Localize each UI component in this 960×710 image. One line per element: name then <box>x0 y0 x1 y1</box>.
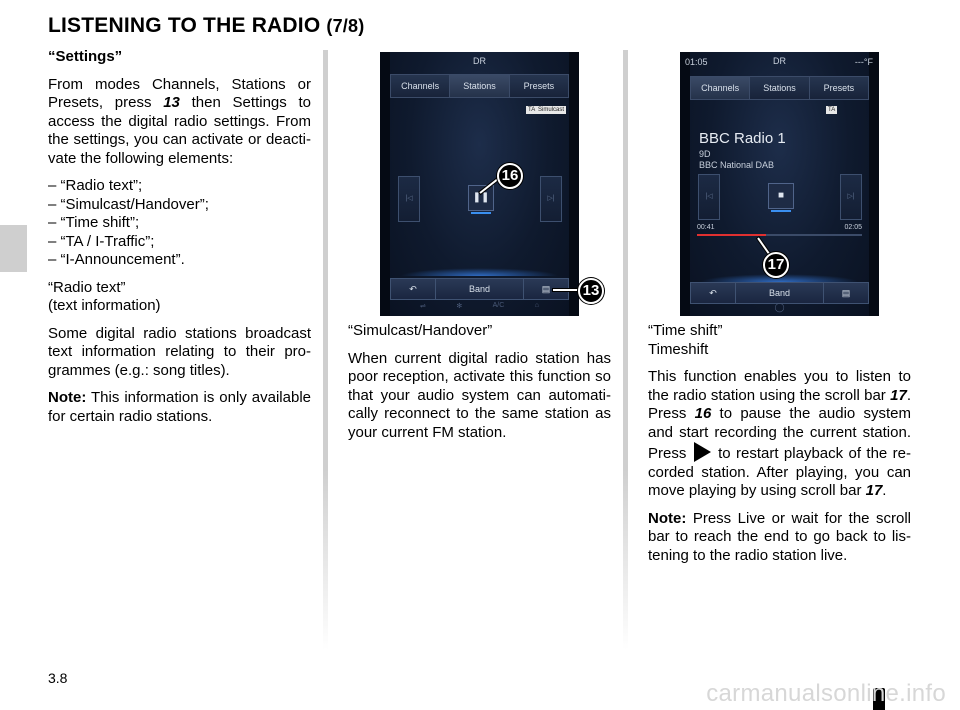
list-item: – “Simulcast/Handover”; <box>48 195 209 213</box>
back-icon[interactable]: ↶ <box>691 283 736 303</box>
callout-16: 16 <box>497 163 523 189</box>
settings-paragraph <box>48 76 311 169</box>
tab-stations[interactable]: Stations <box>750 77 809 99</box>
column-timeshift <box>648 322 911 574</box>
timeshift-title: “Time shift” <box>648 322 723 339</box>
ta-badge: TA <box>528 107 536 113</box>
timeshift-paragraph <box>648 368 911 501</box>
simulcast-paragraph: When current digital radio station has poor reception, activate this function so that your audio system can automati-cally reconnect to the same station as your current FM station. <box>348 349 611 441</box>
tab-presets[interactable]: Presets <box>823 83 855 93</box>
back-icon[interactable]: ↶ <box>391 279 436 299</box>
text-span: to restart playback of the re-corded station. After playing, you can move playing by using scroll bar <box>648 445 911 499</box>
menu-icon[interactable]: ▤ <box>841 288 851 298</box>
previous-icon[interactable]: |◁ <box>698 174 720 220</box>
clock: 01:05 <box>685 57 708 67</box>
screen-glow <box>400 268 559 276</box>
column-divider <box>323 50 328 650</box>
text-span: to pause the audio system and start recording the current station. Press <box>648 405 912 462</box>
screen-bottom-bar <box>390 278 569 300</box>
column-simulcast <box>348 322 611 451</box>
simulcast-title: “Simulcast/Handover” <box>348 322 493 339</box>
callout-17: 17 <box>763 252 789 278</box>
callout-13-leader <box>553 289 579 291</box>
home-icon[interactable]: ◯ <box>774 302 785 312</box>
climate-icons <box>420 302 539 310</box>
ref-number: 17 <box>865 482 883 499</box>
page-title <box>48 14 364 38</box>
tab-channels[interactable]: Channels <box>391 75 450 97</box>
elapsed-time: 00:41 <box>697 224 715 231</box>
radio-text-paragraph: Some digital radio stations broadcast text information relating to their pro-grammes (e.g.: song titles). <box>48 324 311 379</box>
fan-icon: ✻ <box>456 303 463 310</box>
list-item: – “Radio text”; <box>48 177 143 194</box>
radio-text-title: “Radio text” <box>48 278 126 296</box>
page-number: 3.8 <box>48 670 68 686</box>
column-settings <box>48 48 311 435</box>
climate-icon: ⇌ <box>420 303 426 310</box>
column-divider <box>623 50 628 650</box>
text-span: . Press <box>648 386 911 422</box>
station-name: BBC Radio 1 <box>699 130 786 147</box>
screen-tabs <box>390 74 569 98</box>
pause-button[interactable]: ❚❚ <box>468 185 494 211</box>
note-text: This information is only available for certain radio stations. <box>48 389 311 425</box>
simulcast-badge: Simulcast <box>538 107 565 113</box>
watermark: carmanualsonline.info <box>706 680 946 707</box>
next-icon[interactable]: ▷| <box>840 174 862 220</box>
stop-button[interactable]: ■ <box>768 183 794 209</box>
ac-icon: A/C <box>492 302 505 309</box>
page-title-suffix: (7/8) <box>326 16 365 36</box>
previous-icon[interactable]: |◁ <box>398 176 420 222</box>
ref-number: 13 <box>163 94 180 111</box>
status-bar <box>380 52 579 70</box>
status-label: DR <box>473 56 486 66</box>
defrost-icon: ⌂ <box>534 302 539 309</box>
text-span: From modes Channels, Stations or Presets, press <box>48 75 311 111</box>
tab-channels[interactable]: Channels <box>691 77 750 99</box>
list-item: – “I-Announcement”. <box>48 251 185 268</box>
note-text: Press Live or wait for the scroll bar to reach the end to go back to lis-tening to the radio station live. <box>648 509 911 564</box>
tab-stations[interactable]: Stations <box>450 75 509 97</box>
page-title-text: LISTENING TO THE RADIO <box>48 14 321 37</box>
radio-screen-stations <box>380 52 579 316</box>
screen-bottom-bar <box>690 282 869 304</box>
ta-badge: TA <box>828 107 836 113</box>
text-span: then Settings to access the digital radio settings. From the settings, you can activate or deacti-vate the following elements: <box>48 94 311 167</box>
ref-number: 17 <box>890 386 907 404</box>
scroll-bar[interactable] <box>697 234 862 236</box>
text-span: . <box>882 482 887 499</box>
timeshift-subtitle: Timeshift <box>648 340 709 358</box>
band-button[interactable]: Band <box>736 283 824 303</box>
settings-heading: “Settings” <box>48 48 123 65</box>
temperature: ---°F <box>854 57 873 67</box>
note-paragraph <box>648 510 911 566</box>
scroll-bar-progress <box>697 234 766 236</box>
play-icon <box>694 442 711 462</box>
section-tab <box>0 225 27 272</box>
next-icon[interactable]: ▷| <box>540 176 562 222</box>
list-item: – “Time shift”; <box>48 214 140 231</box>
ref-number: 16 <box>694 405 712 422</box>
station-channel: 9D <box>699 149 711 159</box>
station-ensemble: BBC National DAB <box>699 160 775 170</box>
status-label: DR <box>773 56 786 66</box>
radio-text-subtitle: (text information) <box>48 297 161 314</box>
note-label: Note: <box>48 389 87 406</box>
note-label: Note: <box>648 509 687 527</box>
note-paragraph <box>48 389 311 426</box>
status-bar <box>680 52 879 70</box>
callout-13: 13 <box>578 278 604 304</box>
total-time: 02:05 <box>844 224 862 231</box>
menu-icon[interactable]: ▤ <box>541 284 551 294</box>
text-span: This function enables you to listen to the radio station using the scroll bar <box>648 368 911 404</box>
list-item: – “TA / I-Traffic”; <box>48 232 155 250</box>
tab-presets[interactable]: Presets <box>523 81 555 91</box>
band-button[interactable]: Band <box>436 279 524 299</box>
settings-list <box>48 177 311 270</box>
screen-tabs <box>690 76 869 100</box>
